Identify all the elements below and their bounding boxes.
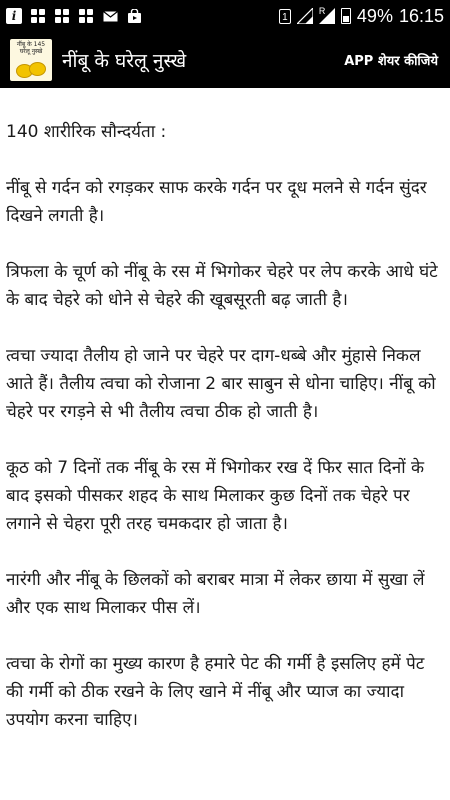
app-logo[interactable]	[10, 39, 52, 81]
mail-icon	[102, 8, 118, 24]
action-bar	[0, 32, 450, 88]
sim-slot-badge: 1	[279, 9, 291, 24]
article-paragraph: त्वचा ज्यादा तैलीय हो जाने पर चेहरे पर दाग-धब्बे और मुंहासे निकल आते हैं। तैलीय त्वचा को रोजाना 2 बार साबुन से धोना चाहिए। नींबू को चेहरे पर रगड़ने से भी तैलीय त्वचा ठीक हो जाती है।	[6, 346, 436, 422]
lemon-icon	[29, 62, 46, 76]
article-content[interactable]	[0, 88, 450, 800]
network-type-label: R	[318, 6, 326, 16]
battery-icon	[341, 8, 351, 24]
grid-icon	[30, 8, 46, 24]
roaming-signal-icon	[319, 8, 335, 24]
article-paragraph: नींबू से गर्दन को रगड़कर साफ करके गर्दन पर दूध मलने से गर्दन सुंदर दिखने लगती है।	[6, 178, 427, 226]
shopping-bag-icon	[126, 8, 142, 24]
article-heading: 140 शारीरिक सौन्दर्यता :	[6, 122, 167, 142]
share-app-button[interactable]: APP शेयर कीजिये	[344, 54, 438, 69]
battery-percent: 49%	[356, 5, 393, 26]
status-bar	[0, 0, 450, 32]
app-i-icon: i	[6, 8, 22, 24]
clock: 16:15	[398, 5, 444, 26]
logo-text: नींबू के 145 घरेलू नुस्खे	[16, 41, 46, 55]
article-paragraph: कूठ को 7 दिनों तक नींबू के रस में भिगोकर रख दें फिर सात दिनों के बाद इसको पीसकर शहद के साथ मिलाकर कुछ दिनों तक चेहरे पर लगाने से चेहरा पूरी तरह चमकदार हो जाता है।	[6, 458, 425, 534]
grid-icon	[54, 8, 70, 24]
article-paragraph: त्वचा के रोगों का मुख्य कारण है हमारे पेट की गर्मी है इसलिए हमें पेट की गर्मी को ठीक रखने के लिए खाने में नींबू और प्याज का ज्यादा उपयोग करना चाहिए।	[6, 654, 425, 730]
article-paragraph: त्रिफला के चूर्ण को नींबू के रस में भिगोकर चेहरे पर लेप करके आधे घंटे के बाद चेहरे को धोने से चेहरे की खूबसूरती बढ़ जाती है।	[6, 262, 438, 310]
article-paragraph: नारंगी और नींबू के छिलकों को बराबर मात्रा में लेकर छाया में सुखा लें और एक साथ मिलाकर पीस लें।	[6, 570, 425, 618]
system-status	[279, 6, 444, 27]
notification-area	[6, 8, 142, 24]
grid-icon	[78, 8, 94, 24]
app-title: नींबू के घरेलू नुस्खे	[62, 50, 187, 72]
signal-icon	[297, 8, 313, 24]
